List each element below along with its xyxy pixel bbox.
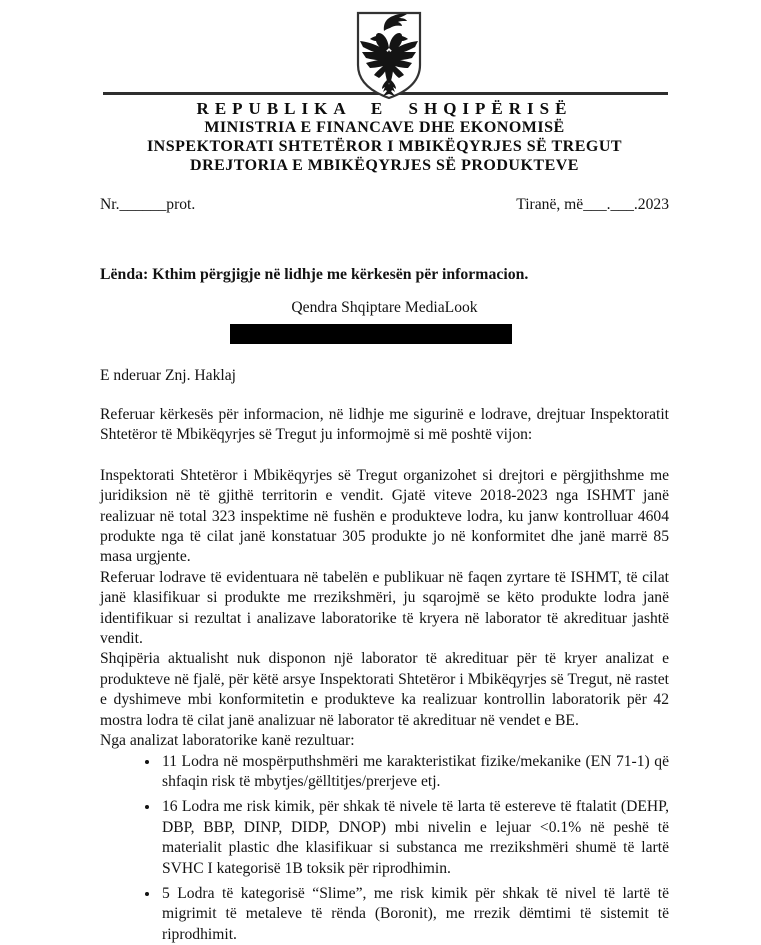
findings-list-intro: Nga analizat laboratorike kanë rezultuar: [100, 731, 669, 751]
findings-list [100, 752, 669, 945]
date-place-line: Tiranë, më___.___.2023 [516, 196, 669, 214]
finding-item: • 16 Lodra me risk kimik, për shkak të nivele të larta të estereve të ftalatit (DEHP, DBP, BBP, DINP, DIDP, DNOP) mbi nivelin e lejuar <0.1% në peshë të materialit plastic dhe klasifikuar si substanca me rrezikshmëri shumë të lartë SVHC I kategorisë 1B toksik për riprodhimin. [160, 797, 669, 879]
letterhead-directorate: DREJTORIA E MBIKËQYRJES SË PRODUKTEVE [100, 156, 669, 175]
body-paragraph: Referuar kërkesës për informacion, në lidhje me sigurinë e lodrave, drejtuar Inspektoratit Shtetëror të Mbikëqyrjes së Tregut ju informojmë si më poshtë vijon: [100, 405, 669, 446]
salutation: E nderuar Znj. Haklaj [100, 367, 669, 385]
letterhead-inspectorate: INSPEKTORATI SHTETËROR I MBIKËQYRJES SË TREGUT [100, 137, 669, 156]
letterhead-ministry: MINISTRIA E FINANCAVE DHE EKONOMISË [100, 118, 669, 137]
body-paragraph: Shqipëria aktualisht nuk disponon një laborator të akredituar për të kryer analizat e produkteve në fjalë, për këtë arsye Inspektorati Shtetëror i Mbikëqyrjes së Tregut, në rastet e dyshimeve mbi konformitetin e produkteve ka realizuar kontrollin laboratorik për 42 mostra lodra të cilat janë analizuar në laborator të akredituar në vendet e BE. [100, 649, 669, 731]
recipient-name: Qendra Shqiptare MediaLook [100, 299, 669, 317]
letterhead-country: REPUBLIKA E SHQIPËRISË [100, 99, 669, 118]
subject-line: Lënda: Kthim përgjigje në lidhje me kërkesën për informacion. [100, 266, 669, 284]
protocol-number-line: Nr.______prot. [100, 196, 195, 214]
finding-item: • 11 Lodra në mospërputhshmëri me karakteristikat fizike/mekanike (EN 71-1) që shfaqin risk të mbytjes/gëlltitjes/prerjeve etj. [160, 752, 669, 793]
body-paragraph: Referuar lodrave të evidentuara në tabelën e publikuar në faqen zyrtare të ISHMT, të cilat janë klasifikuar si produkte me rrezikshmëri, ju sqarojmë se këto produkte lodra janë identifikuar si rezultat i analizave laboratorike të kryera në laborator të akredituar jashtë vendit. [100, 568, 669, 650]
reference-line [100, 196, 669, 214]
albania-coat-of-arms-icon [352, 8, 426, 100]
body-paragraph: Inspektorati Shtetëror i Mbikëqyrjes së Tregut organizohet si drejtori e përgjithshme me juridiksion në të gjithë territorin e vendit. Gjatë viteve 2018-2023 nga ISHMT janë realizuar në total 323 inspektime në fushën e produkteve lodra, ku janw kontrolluar 4604 produkte nga të cilat janë konstatuar 305 produkte jo në konformitet dhe janë marrë 85 masa urgjente. [100, 466, 669, 568]
redaction-bar [230, 324, 512, 344]
finding-item: • 5 Lodra të kategorisë “Slime”, me risk kimik për shkak të nivel të lartë të migrimit të metaleve të rënda (Boronit), me rrezik dëmtimi të sistemit të riprodhimit. [160, 884, 669, 945]
